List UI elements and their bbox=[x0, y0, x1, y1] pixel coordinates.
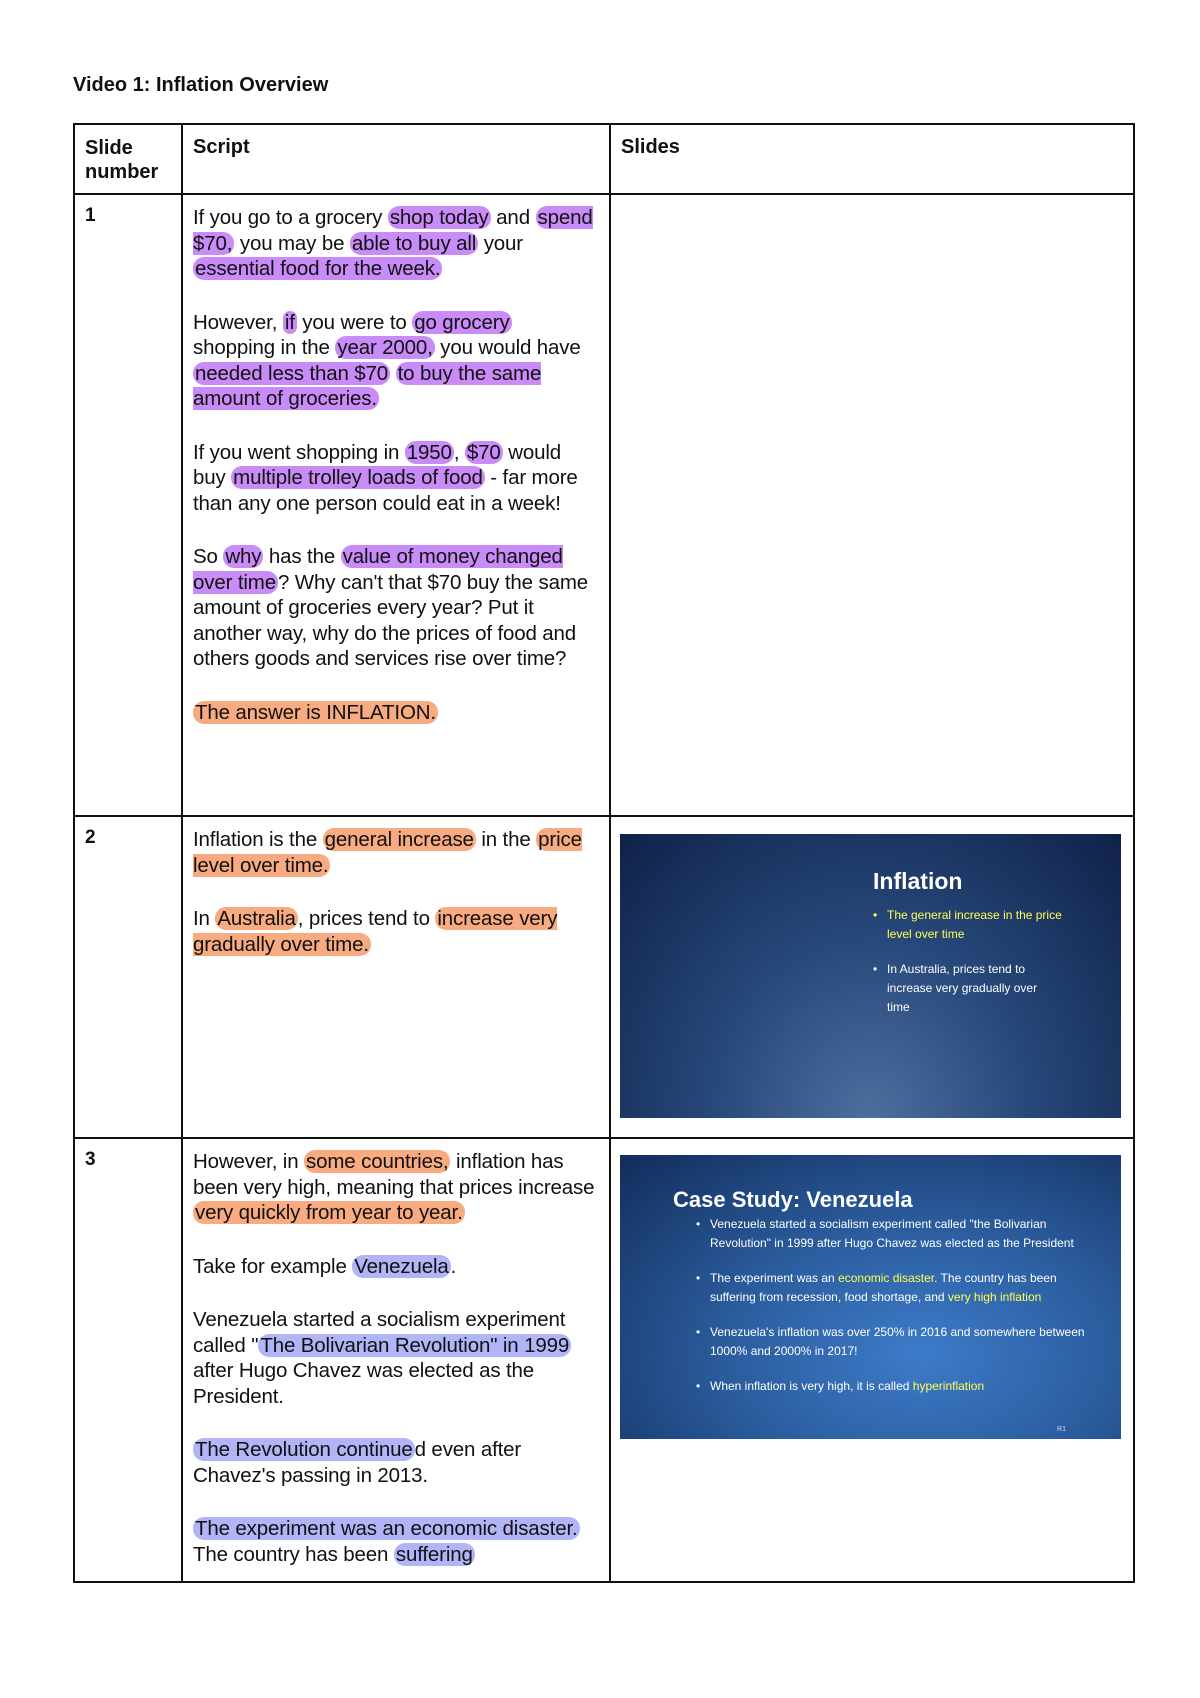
slide-bullet: • Venezuela started a socialism experiment called "the Bolivarian Revolution" in 1999 after Hugo Chavez was elected as the President bbox=[696, 1215, 1086, 1253]
header-script: Script bbox=[182, 124, 610, 194]
script-paragraph: The Revolution continued even after Chavez's passing in 2013. bbox=[193, 1438, 522, 1487]
document-title: Video 1: Inflation Overview bbox=[73, 74, 329, 96]
slide-image-inflation bbox=[620, 834, 1121, 1118]
slide-number: 1 bbox=[85, 205, 96, 226]
slide-title: Case Study: Venezuela bbox=[673, 1187, 913, 1212]
header-slide-number: Slide number bbox=[74, 124, 182, 194]
script-paragraph: The experiment was an economic disaster. The country has been suffering bbox=[193, 1517, 578, 1566]
header-slides: Slides bbox=[610, 124, 1134, 194]
script-paragraph: However, in some countries, inflation has been very high, meaning that prices increase very quickly from year to year. bbox=[193, 1150, 595, 1224]
slide-image-empty bbox=[610, 194, 1134, 816]
script-paragraph: The answer is INFLATION. bbox=[195, 700, 436, 724]
script-paragraph: However, if you were to go grocery shopping in the year 2000, you would have needed less than $70 to buy the same amount of groceries. bbox=[193, 310, 581, 410]
script-paragraph: Take for example Venezuela. bbox=[193, 1254, 457, 1278]
header-row bbox=[74, 124, 1134, 194]
slide-bullet: • The general increase in the price level over time bbox=[873, 906, 1063, 944]
script-cell bbox=[183, 195, 609, 725]
script-paragraph: In Australia, prices tend to increase very gradually over time. bbox=[193, 907, 558, 956]
slide-image-venezuela bbox=[620, 1155, 1121, 1439]
table-row bbox=[74, 194, 1134, 816]
slide-bullet: • Venezuela's inflation was over 250% in 2016 and somewhere between 1000% and 2000% in 2017! bbox=[696, 1323, 1086, 1361]
slide-number: 3 bbox=[85, 1149, 96, 1170]
slide-bullet: • When inflation is very high, it is called hyperinflation bbox=[696, 1377, 1086, 1396]
slide-bullet: • In Australia, prices tend to increase very gradually over time bbox=[873, 960, 1063, 1017]
slide-page-number: R1 bbox=[1057, 1426, 1066, 1433]
script-cell bbox=[183, 1139, 609, 1567]
script-paragraph: Venezuela started a socialism experiment called "The Bolivarian Revolution" in 1999 after Hugo Chavez was elected as the President. bbox=[193, 1308, 570, 1408]
script-cell bbox=[183, 817, 609, 957]
script-paragraph: If you go to a grocery shop today and spend $70, you may be able to buy all your essential food for the week. bbox=[193, 206, 593, 280]
script-paragraph: If you went shopping in 1950, $70 would buy multiple trolley loads of food - far more than any one person could eat in a week! bbox=[193, 440, 578, 515]
script-paragraph: So why has the value of money changed over time? Why can't that $70 buy the same amount of groceries every year? Put it another way, why do the prices of food and others goods and services rise over time? bbox=[193, 545, 589, 670]
slide-number: 2 bbox=[85, 827, 96, 848]
script-paragraph: Inflation is the general increase in the price level over time. bbox=[193, 828, 582, 877]
slide-bullet: • The experiment was an economic disaster. The country has been suffering from recession, food shortage, and very high inflation bbox=[696, 1269, 1086, 1307]
slide-title: Inflation bbox=[873, 868, 963, 894]
